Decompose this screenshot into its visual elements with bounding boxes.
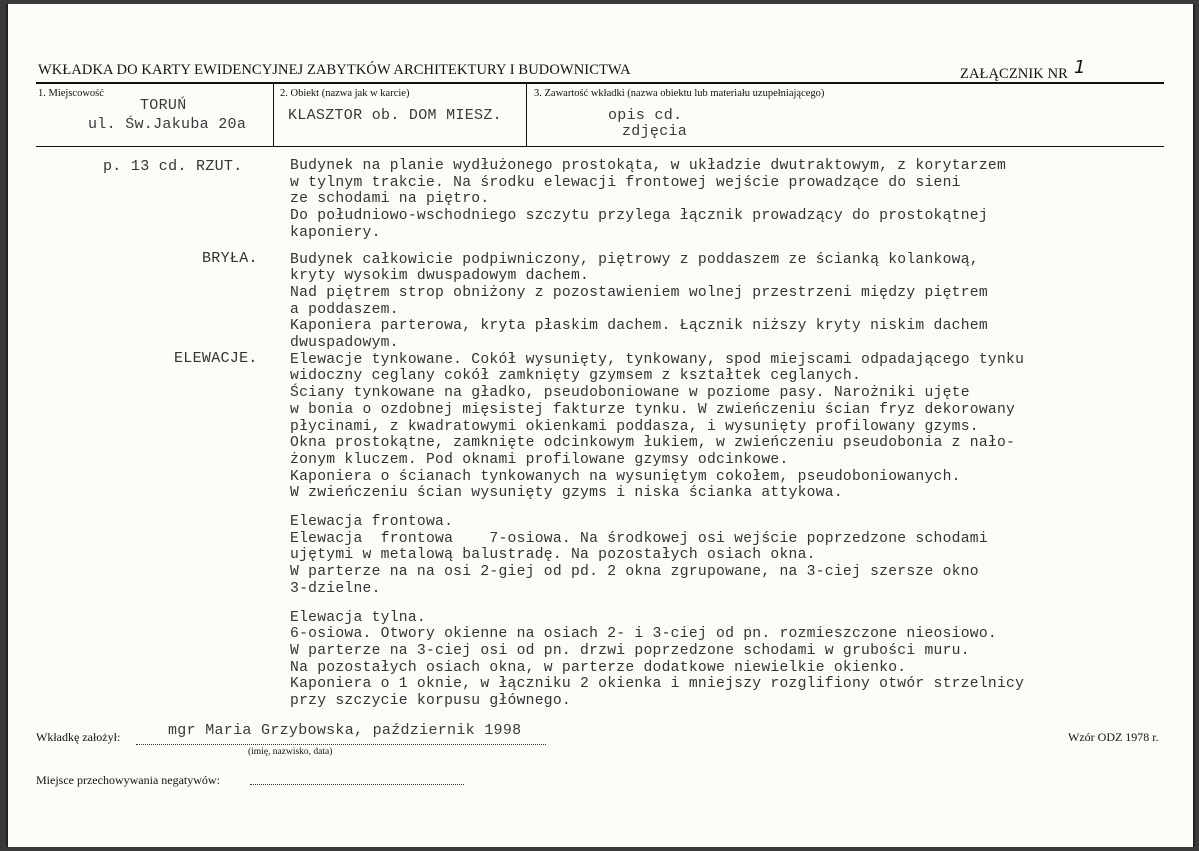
- attachment-number: 1: [1073, 57, 1086, 78]
- text-line: a poddaszem.: [290, 301, 399, 318]
- section-elewacja-tylna: [290, 610, 1024, 710]
- text-line: dwuspadowym.: [290, 335, 399, 352]
- text-line: Do południowo-wschodniego szczytu przylega łącznik prowadzący do prostokątnej: [290, 208, 988, 225]
- text-line: 6-osiowa. Otwory okienne na osiach 2- i 3-ciej od pn. rozmieszczone nieosiowo.: [290, 626, 997, 643]
- text-line: ze schodami na piętro.: [290, 191, 490, 208]
- text-line: Nad piętrem strop obniżony z pozostawieniem wolnej przestrzeni między piętrem: [290, 284, 988, 301]
- record-sheet: [6, 4, 1195, 847]
- section-elewacje: [290, 352, 1024, 502]
- locality-value: TORUŃ: [140, 97, 187, 114]
- contents-caption: 3. Zawartość wkładki (nazwa obiektu lub materiału uzupełniającego): [534, 88, 825, 99]
- spacer: [290, 598, 1024, 610]
- text-line: W parterze na na osi 2-giej od pd. 2 okna zgrupowane, na 3-ciej szersze okno: [290, 564, 979, 581]
- section-bryla: [290, 252, 1024, 352]
- text-line: ujętymi w metalową balustradę. Na pozostałych osiach okna.: [290, 547, 816, 564]
- text-line: Elewacja tylna.: [290, 609, 426, 626]
- text-line: Elewacje tynkowane. Cokół wysunięty, tynkowany, spod miejscami odpadającego tynku: [290, 351, 1025, 368]
- fields-bottom-rule: [36, 146, 1164, 147]
- form-title: WKŁADKA DO KARTY EWIDENCYJNEJ ZABYTKÓW ARCHITEKTURY I BUDOWNICTWA: [38, 62, 631, 78]
- text-line: w tylnym trakcie. Na środku elewacji frontowej wejście prowadzące do sieni: [290, 174, 961, 191]
- created-by-underline: [136, 744, 546, 745]
- text-line: Kaponiera o ścianach tynkowanych na wysuniętym cokołem, pseudoboniowanych.: [290, 468, 961, 485]
- negatives-underline: [250, 784, 464, 785]
- created-by-caption: (imię, nazwisko, data): [248, 747, 333, 757]
- text-line: w bonia o ozdobnej mięsistej fakturze tynku. W zwieńczeniu ścian fryz dekorowany: [290, 401, 1016, 418]
- object-value: KLASZTOR ob. DOM MIESZ.: [288, 107, 502, 124]
- text-line: 3-dzielne.: [290, 580, 381, 597]
- section-label-elewacje: ELEWACJE.: [174, 350, 258, 367]
- text-line: Elewacja frontowa 7-osiowa. Na środkowej osi wejście poprzedzone schodami: [290, 530, 988, 547]
- text-line: Okna prostokątne, zamknięte odcinkowym łukiem, w zwieńczeniu pseudobonia z nało-: [290, 435, 1016, 452]
- description-body: [290, 158, 1024, 710]
- created-by-value: mgr Maria Grzybowska, październik 1998: [168, 722, 522, 739]
- text-line: Kaponiera parterowa, kryta płaskim dachem. Łącznik niższy kryty niskim dachem: [290, 318, 988, 335]
- text-line: W zwieńczeniu ścian wysunięty gzyms i niska ścianka attykowa.: [290, 485, 843, 502]
- field-divider-1: [273, 84, 274, 146]
- contents-line-1: opis cd.: [608, 107, 683, 124]
- spacer: [290, 242, 1024, 252]
- attachment-label: ZAŁĄCZNIK NR: [960, 66, 1068, 82]
- spacer: [290, 502, 1024, 514]
- text-line: Na pozostałych osiach okna, w parterze dodatkowe niewielkie okienko.: [290, 659, 907, 676]
- text-line: Ściany tynkowane na gładko, pseudoboniowane w poziome pasy. Narożniki ujęte: [290, 385, 970, 402]
- text-line: płycinami, z kwadratowymi okienkami poddasza, i wysunięty profilowany gzyms.: [290, 418, 979, 435]
- text-line: widoczny ceglany cokół zamknięty gzymsem z kształtek ceglanych.: [290, 368, 862, 385]
- text-line: W parterze na 3-ciej osi od pn. drzwi poprzedzone schodami w grubości muru.: [290, 642, 970, 659]
- field-divider-2: [526, 84, 527, 146]
- object-caption: 2. Obiekt (nazwa jak w karcie): [280, 88, 410, 99]
- attachment-number-label: [960, 57, 1086, 83]
- section-label-rzut: p. 13 cd. RZUT.: [103, 158, 243, 175]
- created-by-label: Wkładkę założył:: [36, 730, 121, 744]
- text-line: Budynek całkowicie podpiwniczony, piętrowy z poddaszem ze ścianką kolankową,: [290, 251, 979, 268]
- text-line: Elewacja frontowa.: [290, 514, 454, 531]
- header-rule: [36, 82, 1164, 84]
- text-line: Budynek na planie wydłużonego prostokąta, w układzie dwutraktowym, z korytarzem: [290, 158, 1007, 174]
- negatives-label: Miejsce przechowywania negatywów:: [36, 773, 220, 787]
- section-elewacja-frontowa: [290, 514, 1024, 598]
- text-line: kaponiery.: [290, 224, 381, 241]
- text-line: kryty wysokim dwuspadowym dachem.: [290, 268, 590, 285]
- text-line: Kaponiera o 1 oknie, w łączniku 2 okienka i mniejszy rozglifiony otwór strzelnicy: [290, 676, 1025, 693]
- address-value: ul. Św.Jakuba 20a: [88, 116, 247, 133]
- section-label-bryla: BRYŁA.: [202, 250, 258, 267]
- contents-line-2: zdjęcia: [622, 123, 688, 140]
- locality-caption: 1. Miejscowość: [38, 88, 104, 99]
- text-line: żonym kluczem. Pod oknami profilowane gzymsy odcinkowe.: [290, 451, 789, 468]
- form-version: Wzór ODZ 1978 r.: [1068, 730, 1159, 744]
- section-rzut: [290, 158, 1024, 242]
- text-line: przy szczycie korpusu głównego.: [290, 693, 571, 710]
